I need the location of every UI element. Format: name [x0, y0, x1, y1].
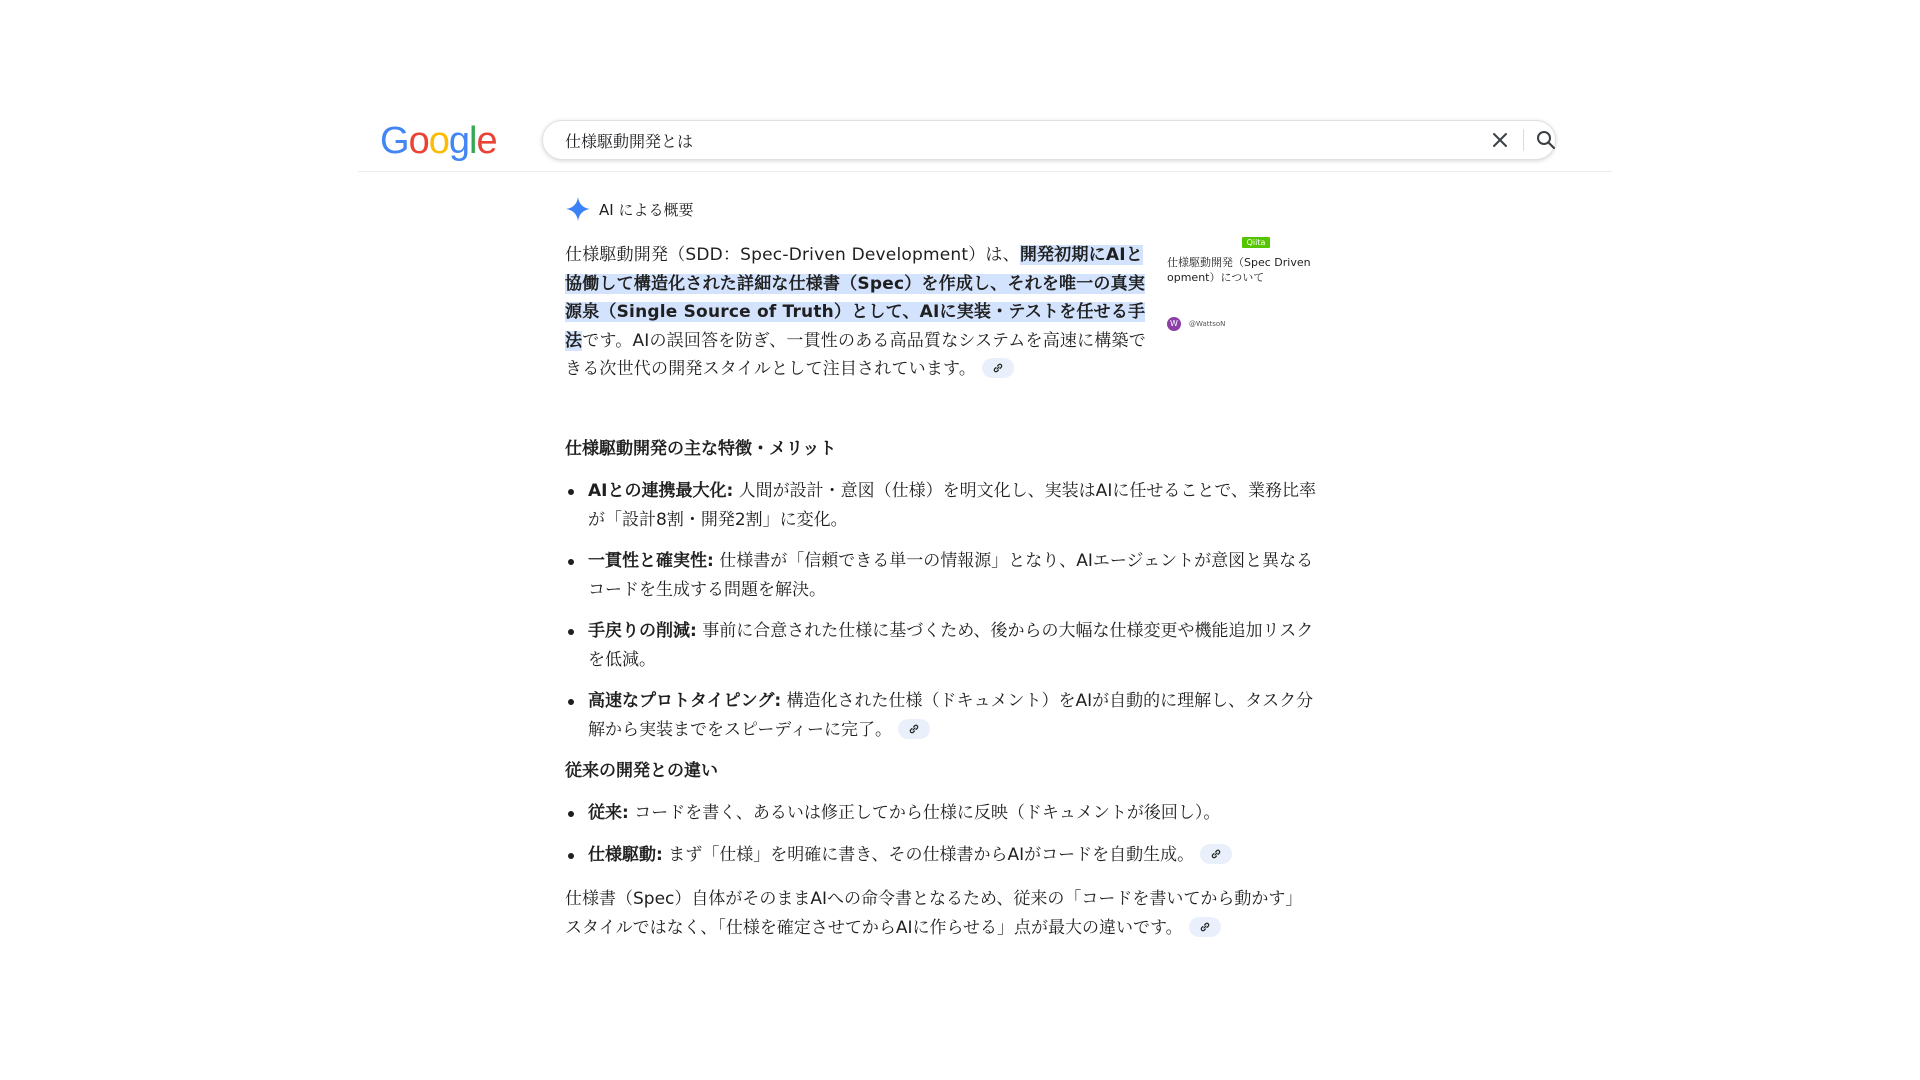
- source-link-chip[interactable]: [1189, 917, 1221, 937]
- intro-row: [565, 238, 1315, 411]
- source-card[interactable]: [1167, 237, 1327, 347]
- search-box-divider: [1523, 129, 1524, 151]
- close-icon: [1487, 127, 1513, 153]
- sparkle-icon: [565, 196, 591, 222]
- logo-letter-l: l: [468, 120, 477, 162]
- intro-paragraph: [565, 241, 1155, 384]
- diff-list: [565, 799, 1315, 869]
- list-item: [565, 477, 1318, 534]
- ai-overview-header: [565, 195, 1315, 223]
- search-input[interactable]: [565, 121, 1445, 159]
- header-divider: [358, 171, 1612, 172]
- clear-button[interactable]: [1487, 127, 1513, 153]
- closing-text: 仕様書（Spec）自体がそのままAIへの命令書となるため、従来の「コードを書いてから動かす」スタイルではなく、「仕様を確定させてからAIに作らせる」点が最大の違いです。: [565, 889, 1303, 938]
- features-list: [565, 477, 1315, 744]
- logo-letter-g: G: [380, 120, 409, 162]
- feature-text: 事前に合意された仕様に基づくため、後からの大幅な仕様変更や機能追加リスクを低減。: [588, 621, 1314, 670]
- ai-overview: [565, 195, 1315, 942]
- search-header: [360, 118, 1612, 172]
- link-icon: [1210, 848, 1222, 860]
- list-item: [565, 547, 1318, 604]
- source-title: 仕様駆動開発（Spec Driven opment）について: [1167, 256, 1311, 284]
- feature-text: 仕様書が「信頼できる単一の情報源」となり、AIエージェントが意図と異なるコードを生成する問題を解決。: [588, 551, 1314, 600]
- search-button[interactable]: [1533, 127, 1559, 153]
- diff-text: まず「仕様」を明確に書き、その仕様書からAIがコードを自動生成。: [662, 844, 1195, 865]
- source-link-chip[interactable]: [982, 358, 1014, 378]
- diff-heading: 従来の開発との違い: [565, 761, 718, 781]
- list-item: [565, 687, 1318, 744]
- link-icon: [908, 723, 920, 735]
- source-author: [1167, 317, 1225, 331]
- source-link-chip[interactable]: [898, 719, 930, 739]
- feature-term: 高速なプロトタイピング:: [588, 691, 782, 711]
- intro-text-after: です。AIの誤回答を防ぎ、一貫性のある高品質なシステムを高速に構築できる次世代の開発スタイルとして注目されています。: [565, 330, 1146, 379]
- feature-term: AIとの連携最大化:: [588, 481, 734, 501]
- author-name: @WattsoN: [1189, 320, 1226, 328]
- google-logo[interactable]: [380, 120, 497, 163]
- intro-text-before: 仕様駆動開発（SDD：Spec-Driven Development）は、: [565, 245, 1020, 265]
- feature-text: 構造化された仕様（ドキュメント）をAIが自動的に理解し、タスク分解から実装までをスピーディーに完了。: [588, 691, 1314, 740]
- list-item: [565, 841, 1318, 870]
- logo-letter-o2: o: [428, 120, 449, 162]
- diff-term: 仕様駆動:: [588, 844, 663, 865]
- search-icon: [1533, 127, 1559, 153]
- qiita-badge: Qiita: [1242, 237, 1270, 248]
- avatar: W: [1167, 317, 1181, 331]
- logo-letter-e: e: [476, 120, 497, 162]
- link-icon: [992, 362, 1004, 374]
- ai-overview-title: AI による概要: [599, 200, 694, 219]
- source-link-chip[interactable]: [1200, 844, 1232, 864]
- search-box: [542, 120, 1556, 160]
- feature-term: 手戻りの削減:: [588, 621, 697, 641]
- features-heading: 仕様駆動開発の主な特徴・メリット: [565, 439, 837, 459]
- diff-text: コードを書く、あるいは修正してから仕様に反映（ドキュメントが後回し）。: [628, 803, 1221, 823]
- diff-term: 従来:: [588, 803, 629, 823]
- feature-term: 一貫性と確実性:: [588, 551, 714, 571]
- intro-highlight: 開発初期にAIと協働して構造化された詳細な仕様書（Spec）を作成し、それを唯一の真実源泉（Single Source of Truth）として、AIに実装・テストを任せる手法: [565, 245, 1146, 351]
- closing-paragraph: [565, 885, 1310, 942]
- link-icon: [1199, 921, 1211, 933]
- feature-text: 人間が設計・意図（仕様）を明文化し、実装はAIに任せることで、業務比率が「設計8割・開発2割」に変化。: [588, 481, 1316, 530]
- list-item: [565, 799, 1318, 828]
- logo-letter-g2: g: [448, 120, 469, 162]
- logo-letter-o1: o: [408, 120, 429, 162]
- list-item: [565, 617, 1318, 674]
